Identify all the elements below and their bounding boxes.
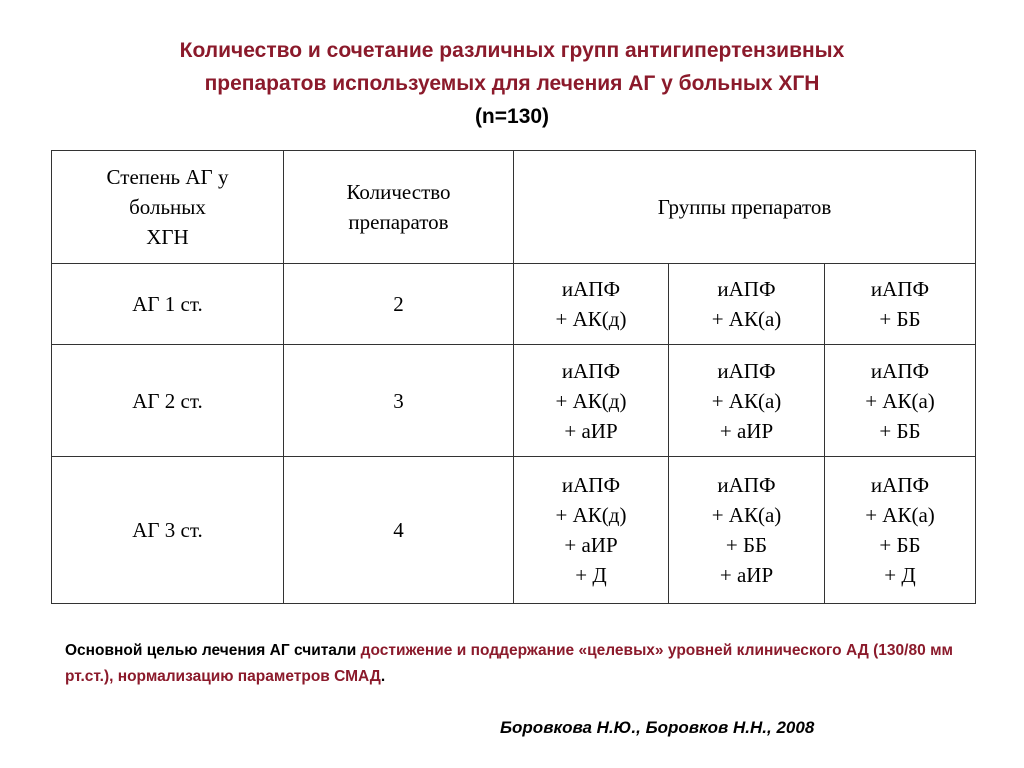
cell-text-line: иАПФ	[561, 277, 621, 301]
cell-text-line: + ББ	[879, 307, 921, 331]
cell-text-line: + АК(д)	[555, 503, 627, 527]
cell-text-line: больных	[129, 195, 206, 219]
cell-text-line: иАПФ	[870, 473, 930, 497]
header-count	[284, 151, 514, 264]
cell-text-line: иАПФ	[561, 358, 621, 383]
cell-text-line: иАПФ	[561, 473, 621, 497]
group-cell	[669, 345, 825, 457]
drug-groups-table	[51, 150, 976, 604]
author-citation: Боровкова Н.Ю., Боровков Н.Н., 2008	[500, 718, 815, 737]
cell-text-line: + аИР	[564, 533, 618, 557]
group-cell	[825, 457, 976, 604]
cell-text-line: Количество	[346, 180, 451, 204]
row-count: 2	[284, 264, 514, 345]
note-plain-text: Основной целью лечения АГ считали	[65, 642, 361, 659]
cell-text-line: + АК(д)	[555, 307, 627, 331]
cell-text-line: + АК(а)	[865, 503, 935, 527]
slide-title	[0, 34, 1024, 133]
cell-text-line: + аИР	[719, 418, 774, 443]
table-header-row	[52, 151, 976, 264]
row-degree: АГ 3 ст.	[52, 457, 284, 604]
group-cell	[669, 457, 825, 604]
cell-text-line: + АК(а)	[865, 388, 935, 413]
cell-text-line: + АК(д)	[555, 388, 627, 413]
group-cell	[514, 264, 669, 345]
note-end: .	[380, 668, 386, 685]
table-row	[52, 264, 976, 345]
row-count: 4	[284, 457, 514, 604]
header-groups: Группы препаратов	[514, 151, 976, 264]
table-row	[52, 457, 976, 604]
group-cell	[825, 345, 976, 457]
title-line-1: Количество и сочетание различных групп антигипертензивных	[179, 39, 845, 62]
cell-text-line: иАПФ	[870, 358, 930, 383]
cell-text-line: + Д	[884, 563, 916, 587]
header-degree	[52, 151, 284, 264]
cell-text-line: ХГН	[146, 225, 189, 249]
title-sample-size: (n=130)	[474, 105, 550, 128]
cell-text-line: + ББ	[879, 533, 921, 557]
cell-text-line: + аИР	[719, 563, 774, 587]
cell-text-line: Степень АГ у	[106, 165, 229, 189]
cell-text-line: + АК(а)	[711, 503, 782, 527]
treatment-goal-note	[65, 638, 953, 690]
cell-text-line: + ББ	[725, 533, 768, 557]
note-highlight-text: достижение и поддержание «целевых» уровней клинического АД (130/80 мм рт.ст.), нормализацию параметров СМАД	[65, 642, 954, 685]
cell-text-line: + АК(а)	[711, 307, 782, 331]
group-cell	[514, 345, 669, 457]
cell-text-line: + ББ	[879, 418, 921, 443]
cell-text-line: иАПФ	[717, 473, 776, 497]
table-row	[52, 345, 976, 457]
cell-text-line: + аИР	[564, 418, 618, 443]
row-degree: АГ 2 ст.	[52, 345, 284, 457]
group-cell	[669, 264, 825, 345]
cell-text-line: + Д	[575, 563, 607, 587]
cell-text-line: иАПФ	[717, 358, 776, 383]
group-cell	[825, 264, 976, 345]
cell-text-line: препаратов	[348, 210, 449, 234]
cell-text-line: иАПФ	[870, 277, 930, 301]
row-count: 3	[284, 345, 514, 457]
group-cell	[514, 457, 669, 604]
row-degree: АГ 1 ст.	[52, 264, 284, 345]
cell-text-line: + АК(а)	[711, 388, 782, 413]
cell-text-line: иАПФ	[717, 277, 776, 301]
title-line-2: препаратов используемых для лечения АГ у больных ХГН	[204, 72, 820, 95]
